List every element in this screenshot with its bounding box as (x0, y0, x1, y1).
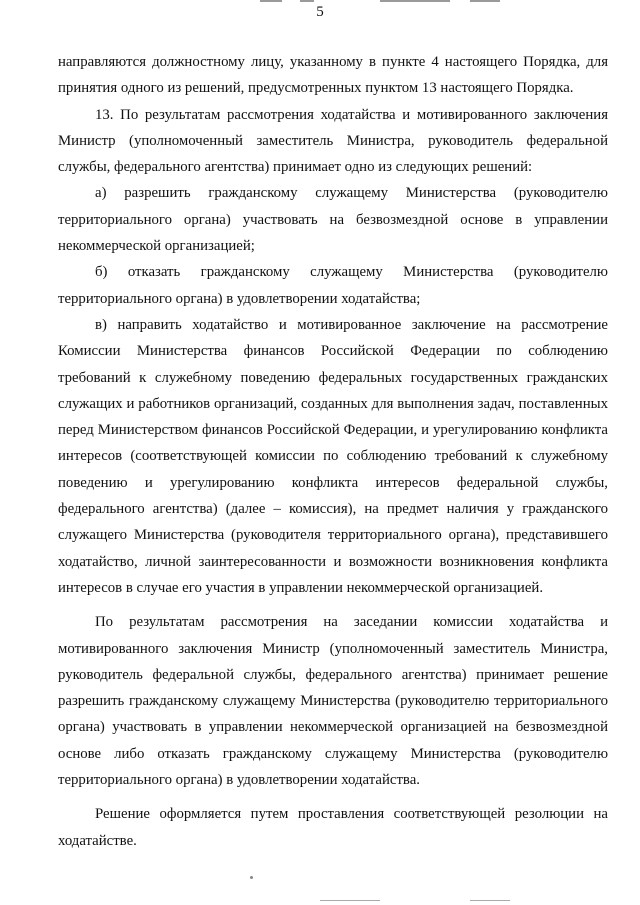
paragraph-subitem-b: б) отказать гражданскому служащему Министерства (руководителю территориального органа) в удовлетворении ходатайства; (58, 264, 608, 307)
paragraph-resolution: Решение оформляется путем проставления соответствующей резолюции на ходатайстве. (58, 806, 608, 849)
paragraph-commission-decision: По результатам рассмотрения на заседании комиссии ходатайства и мотивированного заключения Министр (уполномоченный заместитель Министра, руководитель федеральной службы, федерального агентства) принимает решение разрешить гражданскому служащему Министерства (руководителю территориального органа) участвовать в управлении некоммерческой организацией на безвозмездной основе либо отказать гражданскому служащему Министерства (руководителю территориального органа) в удовлетворении ходатайства. (58, 614, 608, 789)
paragraph-subitem-v: в) направить ходатайство и мотивированное заключение на рассмотрение Комиссии Министерства финансов Российской Федерации по соблюдению требований к служебному поведению федеральных государственных гражданских служащих и работников организаций, созданных для выполнения задач, поставленных перед Министерством финансов Российской Федерации, и урегулированию конфликта интересов (соответствующей комиссии по соблюдению требований к служебному поведению и урегулированию конфликта интересов федеральной службы, федерального агентства) (далее – комиссия), на предмет наличия у гражданского служащего Министерства (руководителя территориального органа), представившего ходатайство, личной заинтересованности и возможности возникновения конфликта интересов в случае его участия в управлении некоммерческой организацией. (58, 316, 608, 596)
page-number: 5 (316, 4, 324, 20)
paragraph-subitem-a: а) разрешить гражданскому служащему Министерства (руководителю территориального органа) участвовать на безвозмездной основе в управлении некоммерческой организацией; (58, 185, 608, 255)
scan-bottom-edge (320, 900, 380, 901)
paragraph-continuation: направляются должностному лицу, указанному в пункте 4 настоящего Порядка, для принятия одного из решений, предусмотренных пунктом 13 настоящего Порядка. (58, 54, 608, 97)
paragraph-item-13: 13. По результатам рассмотрения ходатайства и мотивированного заключения Министр (уполномоченный заместитель Министра, руководитель федеральной службы, федерального агентства) принимает одно из следующих решений: (58, 106, 608, 176)
scan-dot (250, 876, 253, 879)
scan-bottom-edge-2 (470, 900, 510, 901)
document-body (58, 49, 608, 854)
